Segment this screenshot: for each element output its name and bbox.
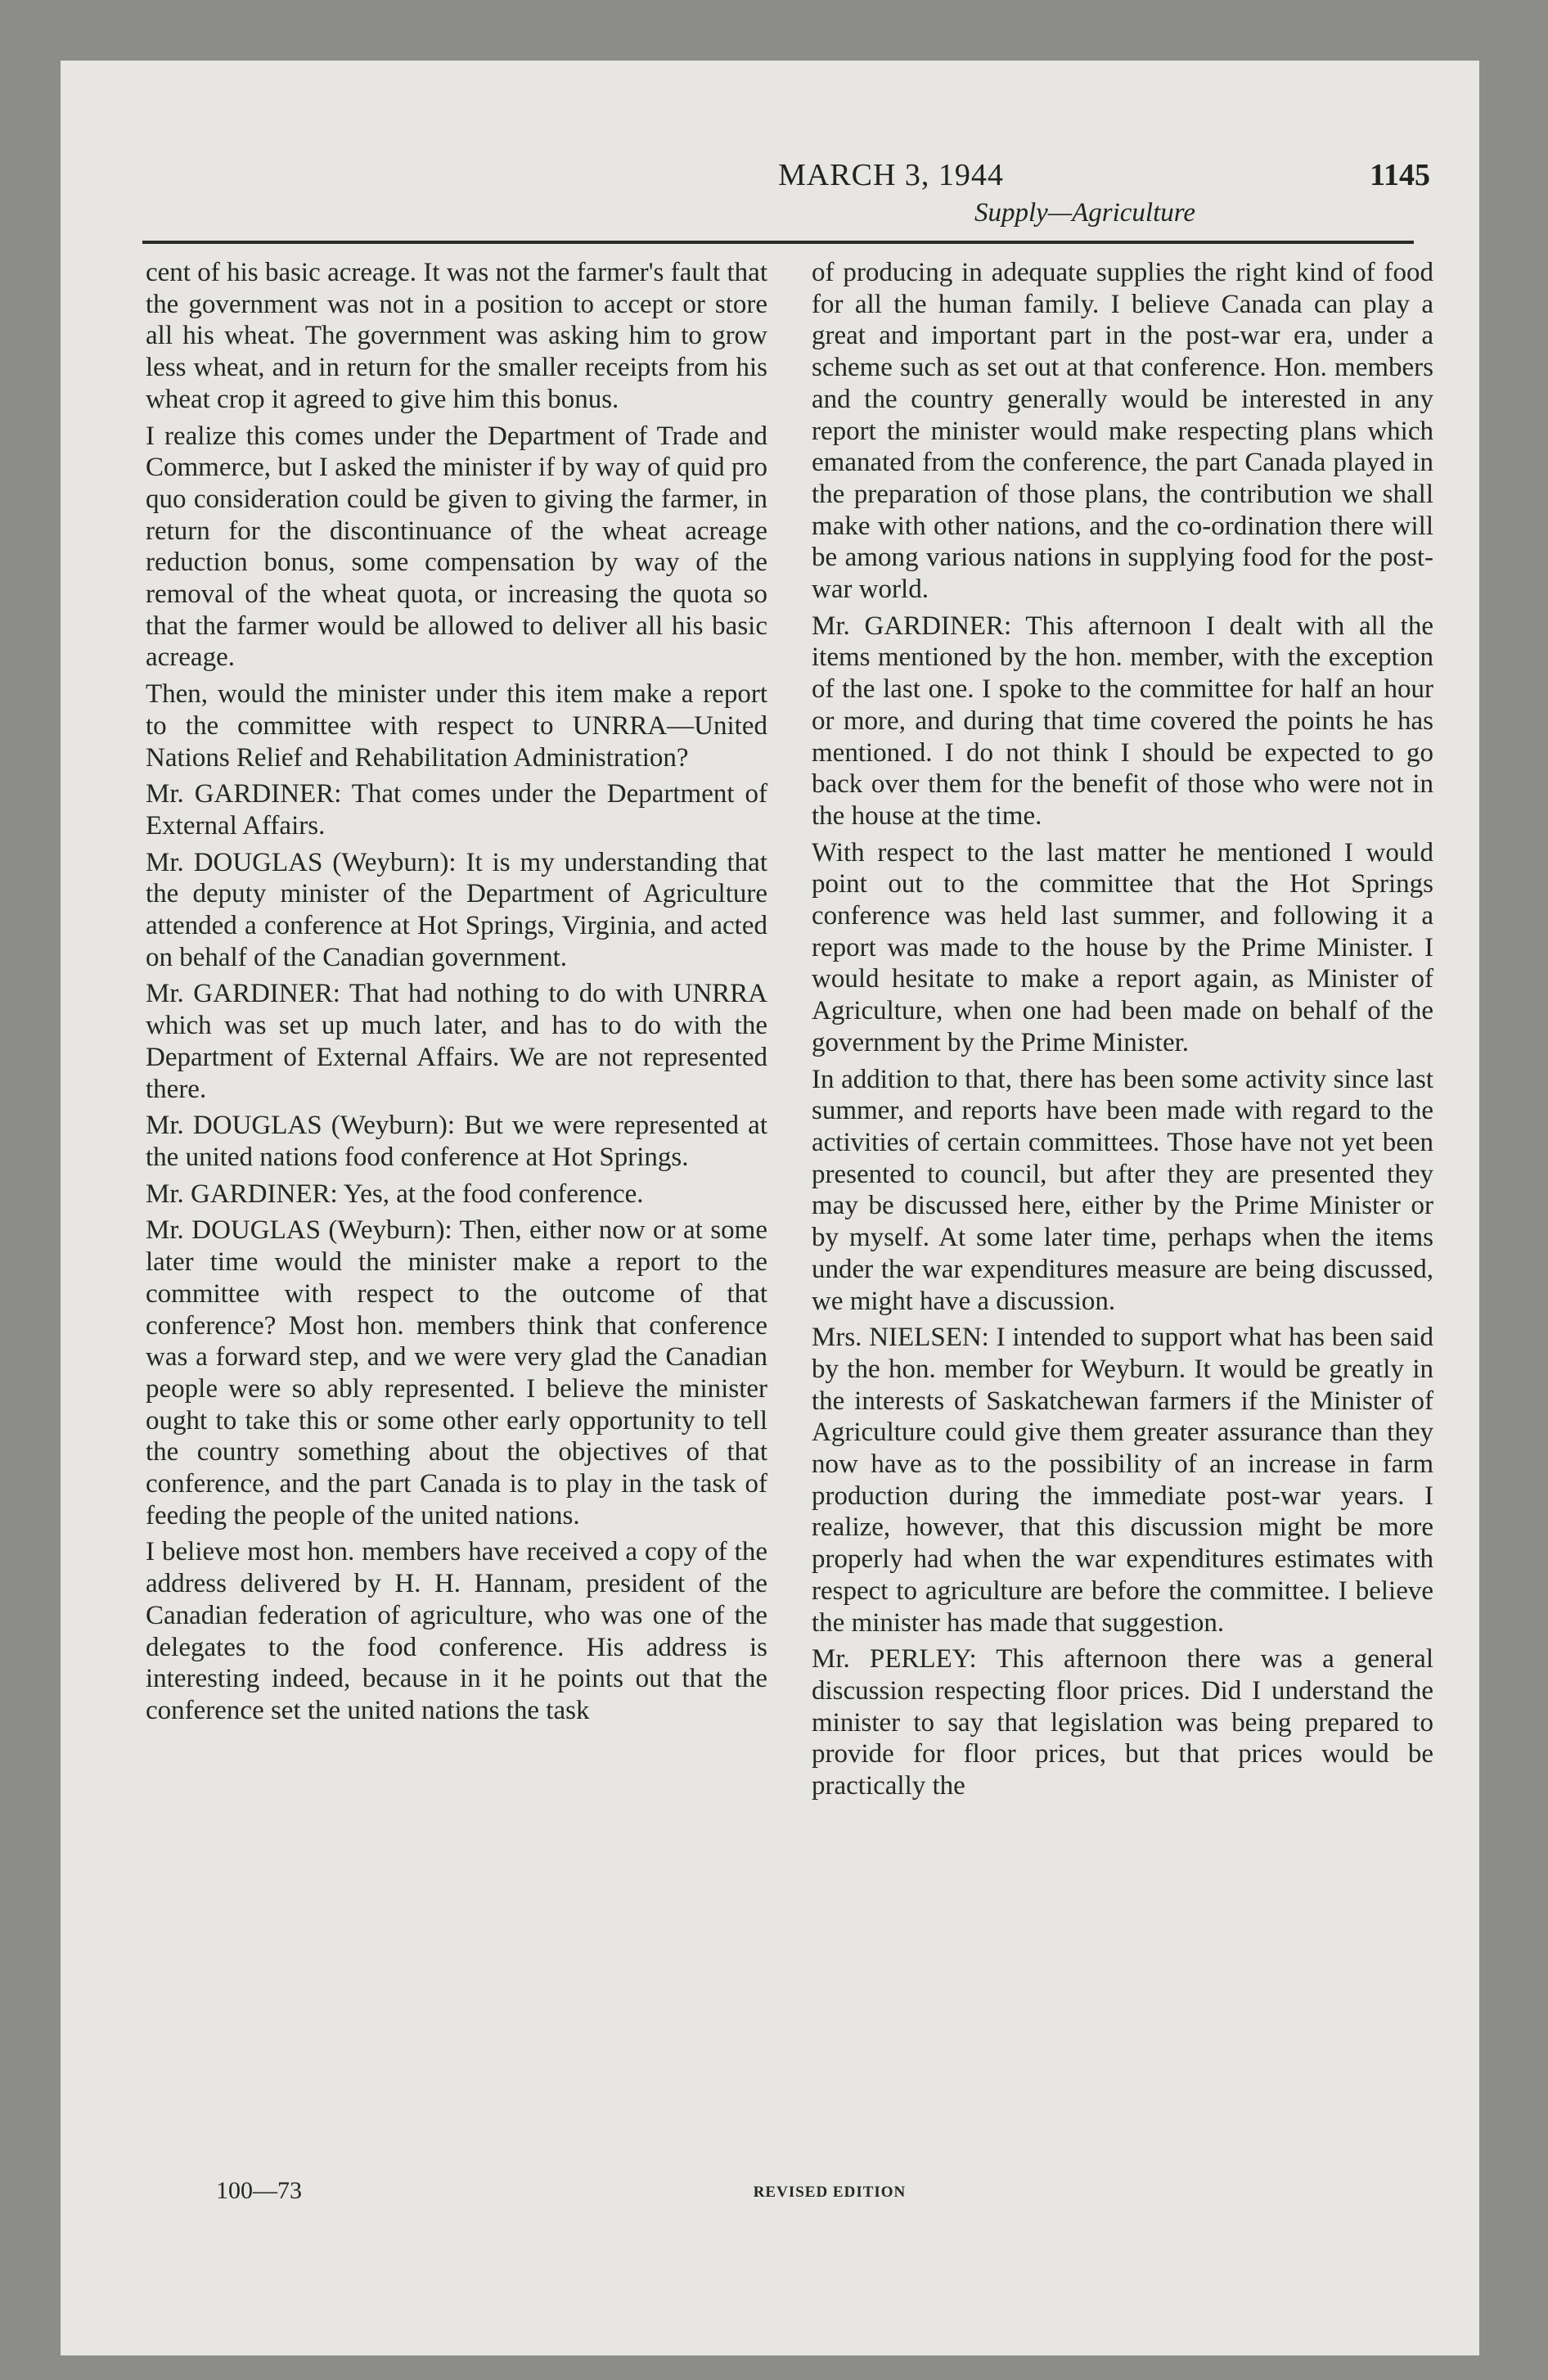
paragraph: cent of his basic acreage. It was not the farmer's fault that the government was not in a position to accept or store all his wheat. The government was asking him to grow less wheat, and in return for the smaller receipts from his wheat crop it agreed to give him this bonus. bbox=[146, 258, 767, 414]
paragraph: With respect to the last matter he mentioned I would point out to the committee that the Hot Springs conference was held last summer, and following it a report was made to the house by the Prime Minister. I would hesitate to make a report again, as Minister of Agriculture, when one had been made on behalf of the government by the Prime Minister. bbox=[812, 837, 1433, 1057]
page-date: MARCH 3, 1944 bbox=[778, 158, 1004, 192]
signature-mark: 100—73 bbox=[216, 2177, 302, 2204]
paragraph: Then, would the minister under this item make a report to the committee with respect to UNRRA—United Nations Relief and Rehabilitation Administration? bbox=[146, 679, 767, 773]
page-number: 1145 bbox=[1370, 158, 1430, 192]
header-rule bbox=[142, 241, 1414, 244]
paragraph: Mr. GARDINER: This afternoon I dealt with all the items mentioned by the hon. member, with the exception of the last one. I spoke to the committee for half an hour or more, and during that time covered the points he has mentioned. I do not think I should be expected to go back over them for the benefit of those who were not in the house at the time. bbox=[812, 611, 1433, 831]
paragraph: Mr. DOUGLAS (Weyburn): Then, either now or at some later time would the minister make a report to the committee with respect to the outcome of that conference? Most hon. members think that conference was a forward step, and we were very glad the Canadian people were so ably represented. I believe the minister ought to take this or some other early opportunity to tell the country something about the objectives of that conference, and the part Canada is to play in the task of feeding the people of the united nations. bbox=[146, 1215, 767, 1530]
left-column bbox=[146, 257, 767, 2172]
paragraph: Mr. GARDINER: That comes under the Department of External Affairs. bbox=[146, 779, 767, 841]
paragraph: Mr. DOUGLAS (Weyburn): But we were represented at the united nations food conference at Hot Springs. bbox=[146, 1111, 767, 1172]
paragraph: Mr. GARDINER: That had nothing to do with UNRRA which was set up much later, and has to do with the Department of External Affairs. We are not represented there. bbox=[146, 979, 767, 1104]
paragraph: of producing in adequate supplies the right kind of food for all the human family. I believe Canada can play a great and important part in the post-war era, under a scheme such as set out at that conference. Hon. members and the country generally would be interested in any report the minister would make respecting plans which emanated from the conference, the part Canada played in the preparation of those plans, the contribution we shall make with other nations, and the co-ordination there will be among various nations in supplying food for the post-war world. bbox=[812, 258, 1433, 605]
hansard-page bbox=[61, 61, 1479, 2355]
paragraph: In addition to that, there has been some activity since last summer, and reports have been made with regard to the activities of certain committees. Those have not yet been presented to council, but after they are presented they may be discussed here, either by the Prime Minister or by myself. At some later time, perhaps when the items under the war expenditures measure are being discussed, we might have a discussion. bbox=[812, 1064, 1433, 1316]
paragraph: Mrs. NIELSEN: I intended to support what has been said by the hon. member for Weyburn. It would be greatly in the interests of Saskatchewan farmers if the Minister of Agriculture could give them greater assurance than they now have as to the possibility of an increase in farm production during the immediate post-war years. I realize, however, that this discussion might be more properly had when the war expenditures estimates with respect to agriculture are before the committee. I believe the minister has made that suggestion. bbox=[812, 1323, 1433, 1638]
paragraph: I believe most hon. members have received a copy of the address delivered by H. H. Hannam, president of the Canadian federation of agriculture, who was one of the delegates to the food conference. His address is interesting indeed, because in it he points out that the conference set the united nations the task bbox=[146, 1537, 767, 1725]
section-title: Supply—Agriculture bbox=[974, 198, 1196, 228]
paragraph: I realize this comes under the Department of Trade and Commerce, but I asked the minister if by way of quid pro quo consideration could be given to giving the farmer, in return for the discontinuance of the wheat acreage reduction bonus, some compensation by way of the removal of the wheat quota, or increasing the quota so that the farmer would be allowed to deliver all his basic acreage. bbox=[146, 421, 767, 673]
right-column bbox=[812, 257, 1433, 2172]
paragraph: Mr. DOUGLAS (Weyburn): It is my understanding that the deputy minister of the Department of Agriculture attended a conference at Hot Springs, Virginia, and acted on behalf of the Canadian government. bbox=[146, 847, 767, 972]
edition-label: REVISED EDITION bbox=[753, 2184, 907, 2201]
paragraph: Mr. GARDINER: Yes, at the food conference. bbox=[146, 1179, 644, 1209]
paragraph: Mr. PERLEY: This afternoon there was a general discussion respecting floor prices. Did I understand the minister to say that legislation was being prepared to provide for floor prices, but that prices would be practically the bbox=[812, 1644, 1433, 1801]
